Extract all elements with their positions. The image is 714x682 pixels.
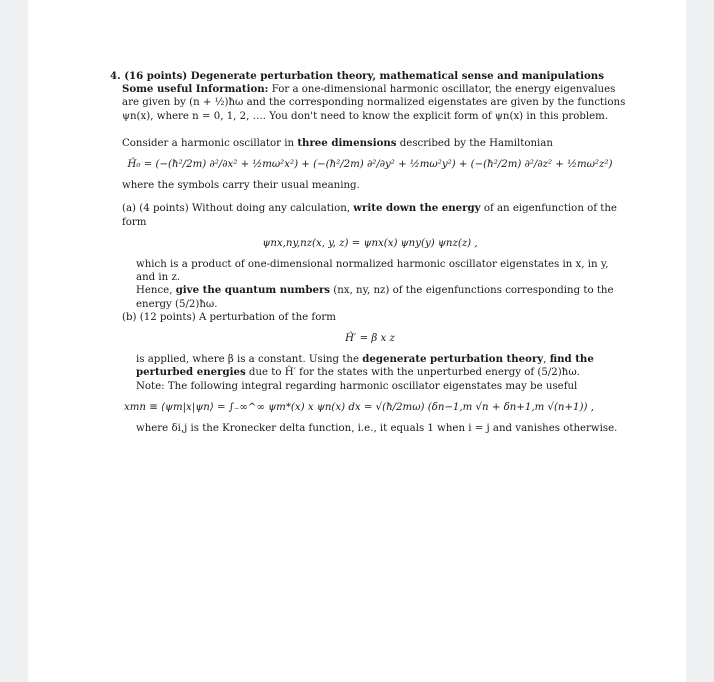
info-label: Some useful Information:: [122, 83, 269, 96]
part-b-points: (12 points): [139, 311, 196, 323]
problem-number: 4.: [110, 70, 121, 82]
problem-title: Degenerate perturbation theory, mathematical sense and manipulations: [190, 70, 604, 82]
part-b-label: (b): [122, 311, 137, 323]
kronecker-delta-note: where δi,j is the Kronecker delta function, i.e., it equals 1 when i = j and vanishes otherwise.: [136, 423, 618, 435]
hamiltonian-equation: Ĥ₀ = (−(ħ²/2m) ∂²/∂x² + ½mω²x²) + (−(ħ²/2m) ∂²/∂y² + ½mω²y²) + (−(ħ²/2m) ∂²/∂z² + ½mω²z²): [127, 159, 613, 171]
part-b-question: (b) (12 points) A perturbation of the form: [122, 311, 336, 323]
degenerate-theory-text: degenerate perturbation theory: [362, 353, 544, 366]
symbols-note: where the symbols carry their usual meaning.: [122, 180, 360, 192]
matrix-element-integral: xmn ≡ ⟨ψm|x|ψn⟩ = ∫₋∞^∞ ψm*(x) x ψn(x) dx = √(ħ/2mω) (δn−1,m √n + δn+1,m √(n+1)) ,: [124, 401, 594, 413]
document-page: [28, 0, 686, 682]
consider-statement: Consider a harmonic oscillator in three dimensions described by the Hamiltonian: [122, 136, 553, 149]
part-a-question: (a) (4 points) Without doing any calculation, write down the energy of an eigenfunction of the form: [122, 202, 617, 228]
problem-heading: [110, 70, 630, 83]
info-text: For a one-dimensional harmonic oscillator, the energy eigenvalues are given by (n + ½)ħω and the corresponding normalized eigenstates are given by the functions ψn(x), where n = 0, 1, 2, …. You don't need to know the explicit form of ψn(x) in this problem.: [122, 84, 626, 122]
quantum-numbers-question: Hence, give the quantum numbers (nx, ny, nz) of the eigenfunctions corresponding to the energy (5/2)ħω.: [136, 284, 614, 310]
integral-note: Note: The following integral regarding harmonic oscillator eigenstates may be useful: [136, 380, 578, 392]
perturbation-equation: Ĥ′ = β x z: [345, 333, 395, 345]
write-down-energy-text: write down the energy: [353, 202, 481, 215]
problem-points: (16 points): [124, 70, 188, 82]
perturbation-statement: is applied, where β is a constant. Using the degenerate perturbation theory, find the perturbed energies due to Ĥ′ for the states with the unperturbed energy of (5/2)ħω.: [136, 353, 594, 379]
product-eigenfunction-equation: ψnx,ny,nz(x, y, z) = ψnx(x) ψny(y) ψnz(z) ,: [262, 237, 478, 249]
product-note: which is a product of one-dimensional normalized harmonic oscillator eigenstates in x, in y, and in z.: [136, 259, 609, 284]
part-a-points: (4 points): [139, 203, 189, 215]
part-a-label: (a): [122, 203, 137, 215]
useful-information: [110, 83, 630, 123]
three-dimensions-text: three dimensions: [297, 136, 397, 149]
find-energies-text: find the perturbed energies: [136, 353, 594, 379]
give-quantum-numbers-text: give the quantum numbers: [175, 284, 331, 297]
problem-content: [110, 70, 630, 435]
